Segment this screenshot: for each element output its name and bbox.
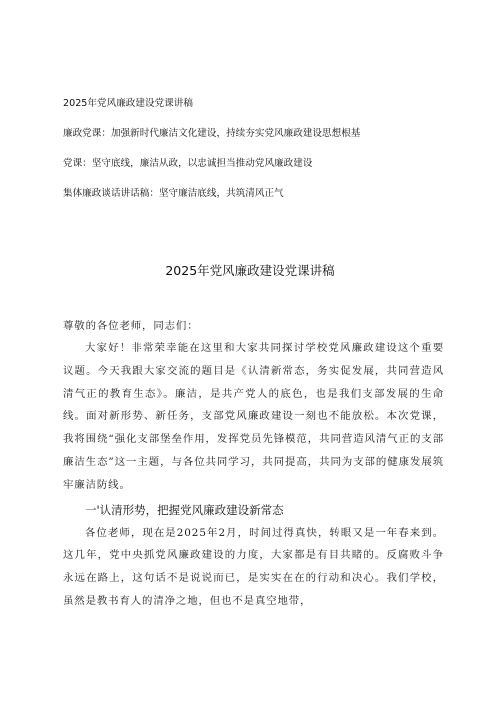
related-titles-list: [63, 98, 463, 218]
paragraph: 大家好！非常荣幸能在这里和大家共同探讨学校党风廉政建设这个重要议题。今天我跟大家交流的题目是《认清新常态，务实促发展，共同营造风清气正的教育生态》。廉洁，是共产党人的底色，也是我们支部发展的生命线。面对新形势、新任务，支部党风廉政建设一刻也不能放松。本次党课，我将围绕“强化支部堡垒作用，发挥党员先锋模范，共同营造风清气正的支部廉洁生态”这一主题，与各位共同学习，共同提高，共同为支部的健康发展筑牢廉洁防线。: [63, 342, 444, 491]
section-heading: 一'认清形势，把握党风廉政建设新常态: [85, 502, 284, 517]
paragraph: 各位老师，现在是2025年2月，时间过得真快，转眼又是一年春来到。这几年，党中央抓党风廉政建设的力度，大家都是有目共睹的。反腐败斗争永远在路上，这句话不是说说而已，是实实在在的行动和决心。我们学校，虽然是教书育人的清净之地，但也不是真空地带，: [63, 526, 444, 607]
salutation: 尊敬的各位老师，同志们：: [63, 320, 199, 332]
related-title-item[interactable]: 党课：坚守底线，廉洁从政，以忠诚担当推动党风廉政建设: [63, 158, 313, 169]
document-body: [63, 315, 444, 613]
document-title: 2025年党风廉政建设党课讲稿: [165, 263, 335, 278]
related-title-item[interactable]: 2025年党风廉政建设党课讲稿: [63, 98, 193, 109]
related-title-item[interactable]: 廉政党课：加强新时代廉洁文化建设，持续夯实党风廉政建设思想根基: [63, 128, 361, 139]
related-title-item[interactable]: 集体廉政谈话讲话稿：坚守廉洁底线，共筑清风正气: [63, 188, 284, 199]
